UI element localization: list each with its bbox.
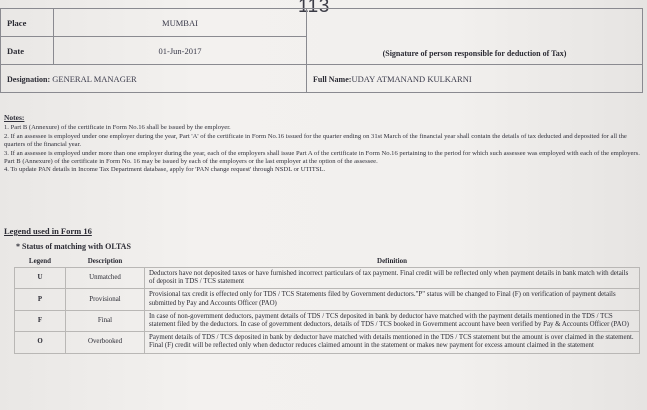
date-label: Date: [1, 37, 54, 65]
legend-description: Final: [66, 310, 145, 331]
legend-row: [15, 310, 640, 331]
legend-definition: Provisional tax credit is effected only for TDS / TCS Statements filed by Government deductors."P" status will be changed to Final (F) on verification of payment details submitted by Pay and Accounts Officer (PAO): [145, 289, 640, 310]
legend-description: Unmatched: [66, 268, 145, 289]
full-name-cell: [307, 65, 643, 93]
page-number: 113: [298, 0, 330, 17]
note-item: 4. To update PAN details in Income Tax Department database, apply for 'PAN change request' through NSDL or UTITSL.: [4, 166, 326, 174]
full-name-value: UDAY ATMANAND KULKARNI: [351, 73, 472, 84]
legend-col-header: Legend: [28, 257, 52, 265]
designation-cell: [1, 65, 307, 93]
legend-title: Legend used in Form 16: [4, 226, 92, 236]
note-item: 2. If an assessee is employed under one employer during the year, Part 'A' of the certificate in Form No.16 issued for the quarter ending on 31st March of the financial year shall contain the details of tax deducted and deposited for all the quarters of the financial year.: [4, 132, 627, 149]
legend-code: O: [15, 332, 66, 353]
legend-definition: In case of non-government deductors, payment details of TDS / TCS deposited in bank by deductor have matched with the payment details mentioned in the TDS / TCS statement filed by the deductors. In case of government deductors, details of TDS / TCS booked in Government account have been verified by Pay & Accounts Officer (PAO): [145, 310, 640, 331]
notes-section: [4, 114, 640, 175]
legend-row: [15, 332, 640, 353]
notes-heading: Notes:: [4, 113, 25, 122]
legend-description: Provisional: [66, 289, 145, 310]
full-name-label: Full Name:: [313, 74, 352, 84]
designation-label: Designation:: [7, 74, 51, 84]
designation-value: GENERAL MANAGER: [52, 73, 137, 84]
description-col-header: Description: [87, 257, 123, 265]
legend-description: Overbooked: [66, 332, 145, 353]
signature-label: (Signature of person responsible for deduction of Tax): [307, 9, 643, 65]
legend-row: [15, 289, 640, 310]
note-item: 3. If an assessee is employed under more than one employer during the year, each of the employers shall issue Part A of the certificate in Form No.16 pertaining to the period for which such assessee was employed with each of the employers. Part B (Annexure) of the certificate in Form No. 16 may be issued by each of the employers or the last employer at the option of the assessee.: [4, 149, 640, 166]
legend-code: P: [15, 289, 66, 310]
signature-table: [0, 8, 643, 93]
legend-table: [14, 255, 640, 354]
legend-row: [15, 268, 640, 289]
note-item: 1. Part B (Annexure) of the certificate in Form No.16 shall be issued by the employer.: [4, 124, 231, 132]
oltas-subtitle: * Status of matching with OLTAS: [16, 242, 131, 251]
legend-definition: Deductors have not deposited taxes or have furnished incorrect particulars of tax payment. Final credit will be reflected only when payment details in bank match with details of deposit in TDS / TCS statement: [145, 268, 640, 289]
place-label: Place: [1, 9, 54, 37]
legend-code: F: [15, 310, 66, 331]
legend-header-row: [15, 255, 640, 268]
legend-code: U: [15, 268, 66, 289]
definition-col-header: Definition: [377, 257, 407, 265]
place-value: MUMBAI: [54, 9, 307, 37]
date-value: 01-Jun-2017: [54, 37, 307, 65]
legend-definition: Payment details of TDS / TCS deposited in bank by deductor have matched with details mentioned in the TDS / TCS statement but the amount is over claimed in the statement. Final (F) credit will be reflected only when deductor reduces claimed amount in the statement or makes new payment for excess amount claimed in the statement: [145, 332, 640, 353]
